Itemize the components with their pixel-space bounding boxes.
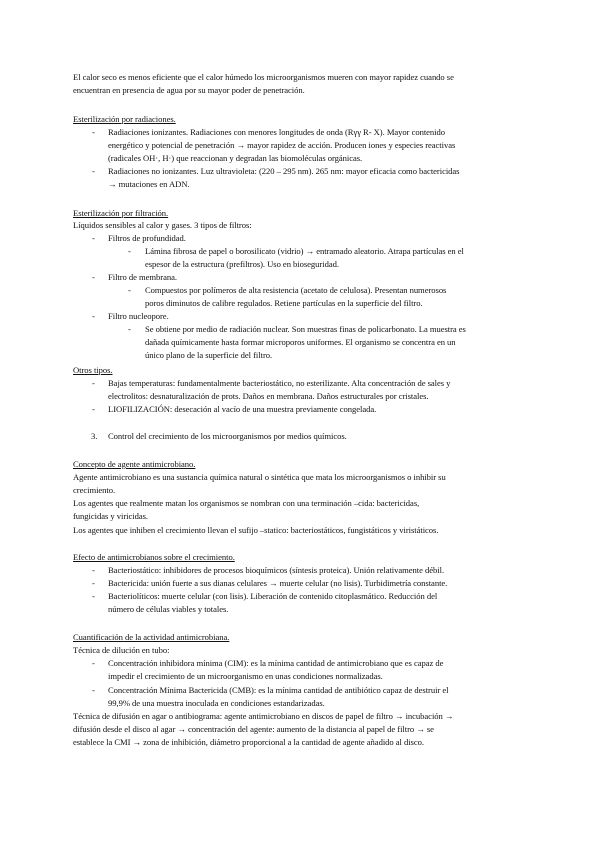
- efecto-item-2-line-1: Bactericida: unión fuerte a sus dianas celulares → muerte celular (no lisis). Turbidimetría constante.: [108, 578, 448, 588]
- otros-item-2-line-1: LIOFILIZACIÓN: desecación al vacío de una muestra previamente congelada.: [108, 404, 377, 414]
- bullet-dash: -: [92, 591, 95, 601]
- sub-bullet-dash: -: [128, 324, 131, 334]
- bullet-dash: -: [92, 378, 95, 388]
- cmb-line-2: 99,9% de una muestra inoculada en condiciones estandarizadas.: [108, 698, 325, 708]
- cuantificacion-closing-line-1: Técnica de difusión en agar o antibiograma: agente antimicrobiano en discos de papel de filtro → incubación →: [73, 711, 454, 721]
- bullet-dash: -: [92, 311, 95, 321]
- concepto-line-3: Los agentes que realmente matan los organismos se nombran con una terminación –cida: bactericidas,: [73, 498, 420, 508]
- heading-filtracion: Esterilización por filtración.: [73, 208, 169, 218]
- concepto-line-4: fungicidas y viricidas.: [73, 511, 148, 521]
- cuantificacion-closing-line-2: difusión desde el disco al agar → concentración del agente: aumento de la distancia al papel de filtro → se: [73, 724, 434, 734]
- heading-concepto: Concepto de agente antimicrobiano.: [73, 459, 196, 469]
- bullet-dash: -: [92, 685, 95, 695]
- filtro-membrana-label: Filtro de membrana.: [108, 272, 177, 282]
- filtro-profundidad-line-2: espesor de la estructura (prefiltros). Uso en bioseguridad.: [145, 259, 339, 269]
- cmb-line-1: Concentración Mínima Bactericida (CMB): es la mínima cantidad de antibiótico capaz de destruir el: [108, 685, 449, 695]
- efecto-item-3-line-1: Bacteriolíticos: muerte celular (con lisis). Liberación de contenido citoplasmático. Reducción del: [108, 591, 438, 601]
- filtro-nucleopore-line-3: único plano de la superficie del filtro.: [145, 350, 273, 360]
- cuantificacion-intro: Técnica de dilución en tubo:: [73, 645, 170, 655]
- heading-cuantificacion: Cuantificación de la actividad antimicrobiana.: [73, 632, 230, 642]
- filtro-nucleopore-line-2: dañada químicamente hasta formar microporos uniformes. El organismo se concentra en un: [145, 337, 456, 347]
- intro-line-2: encuentran en presencia de agua por su mayor poder de penetración.: [73, 85, 305, 95]
- sub-bullet-dash: -: [128, 246, 131, 256]
- filtracion-intro: Líquidos sensibles al calor y gases. 3 tipos de filtros:: [73, 220, 252, 230]
- filtro-profundidad-line-1: Lámina fibrosa de papel o borosilicato (vidrio) → entramado aleatorio. Atrapa partículas en el: [145, 246, 464, 256]
- concepto-line-2: crecimiento.: [73, 485, 116, 495]
- efecto-item-1-line-1: Bacteriostático: inhibidores de procesos bioquímicos (síntesis proteica). Unión relativamente débil.: [108, 565, 445, 575]
- filtro-membrana-line-1: Compuestos por polímeros de alta resistencia (acetato de celulosa). Presentan numerosos: [145, 285, 447, 295]
- cim-line-2: impedir el crecimiento de un microorganismo en unas condiciones normalizadas.: [108, 671, 383, 681]
- filtro-profundidad-label: Filtros de profundidad.: [108, 233, 186, 243]
- filtro-nucleopore-label: Filtro nucleopore.: [108, 311, 169, 321]
- heading-efecto: Efecto de antimicrobianos sobre el crecimiento.: [73, 552, 235, 562]
- concepto-line-1: Agente antimicrobiano es una sustancia química natural o sintética que mata los microorganismos o inhibir su: [73, 472, 446, 482]
- radiaciones-item-2-line-2: → mutaciones en ADN.: [108, 179, 190, 189]
- filtro-membrana-line-2: poros diminutos de calibre regulados. Retiene partículas en la superficie del filtro.: [145, 298, 423, 308]
- sub-bullet-dash: -: [128, 285, 131, 295]
- concepto-line-5: Los agentes que inhiben el crecimiento llevan el sufijo –statico: bacteriostáticos, fungistáticos y viristáticos.: [73, 525, 439, 535]
- cim-line-1: Concentración inhibidora mínima (CIM): es la mínima cantidad de antimicrobiano que es capaz de: [108, 658, 444, 668]
- cuantificacion-closing-line-3: establece la CMI → zona de inhibición, diámetro proporcional a la cantidad de agente añadido al disco.: [73, 737, 424, 747]
- radiaciones-item-1-line-3: (radicales OH·, H·) que reaccionan y degradan las biomoléculas orgánicas.: [108, 153, 363, 163]
- section-title: Control del crecimiento de los microorganismos por medios químicos.: [108, 431, 347, 441]
- bullet-dash: -: [92, 166, 95, 176]
- intro-line-1: El calor seco es menos eficiente que el calor húmedo los microorganismos mueren con mayor rapidez cuando se: [73, 72, 454, 82]
- bullet-dash: -: [92, 272, 95, 282]
- radiaciones-item-1-line-2: energético y potencial de penetración → mayor rapidez de acción. Producen iones y especies reactivas: [108, 140, 456, 150]
- bullet-dash: -: [92, 404, 95, 414]
- bullet-dash: -: [92, 658, 95, 668]
- bullet-dash: -: [92, 233, 95, 243]
- heading-radiaciones: Esterilización por radiaciones.: [73, 114, 176, 124]
- radiaciones-item-1-line-1: Radiaciones ionizantes. Radiaciones con menores longitudes de onda (Rγγ R- X). Mayor contenido: [108, 127, 446, 137]
- efecto-item-3-line-2: número de células viables y totales.: [108, 604, 229, 614]
- bullet-dash: -: [92, 565, 95, 575]
- filtro-nucleopore-line-1: Se obtiene por medio de radiación nuclear. Son muestras finas de policarbonato. La muestra es: [145, 324, 466, 334]
- bullet-dash: -: [92, 578, 95, 588]
- heading-otros-tipos: Otros tipos.: [73, 365, 113, 375]
- otros-item-1-line-2: electrolitos: desnaturalización de prots. Daños en membrana. Daños estructurales por cristales.: [108, 391, 429, 401]
- bullet-dash: -: [92, 127, 95, 137]
- radiaciones-item-2-line-1: Radiaciones no ionizantes. Luz ultravioleta: (220 – 295 nm). 265 nm: mayor eficacia como bactericidas: [108, 166, 460, 176]
- otros-item-1-line-1: Bajas temperaturas: fundamentalmente bacteriostático, no esterilizante. Alta concentración de sales y: [108, 378, 451, 388]
- section-number: 3.: [91, 431, 98, 441]
